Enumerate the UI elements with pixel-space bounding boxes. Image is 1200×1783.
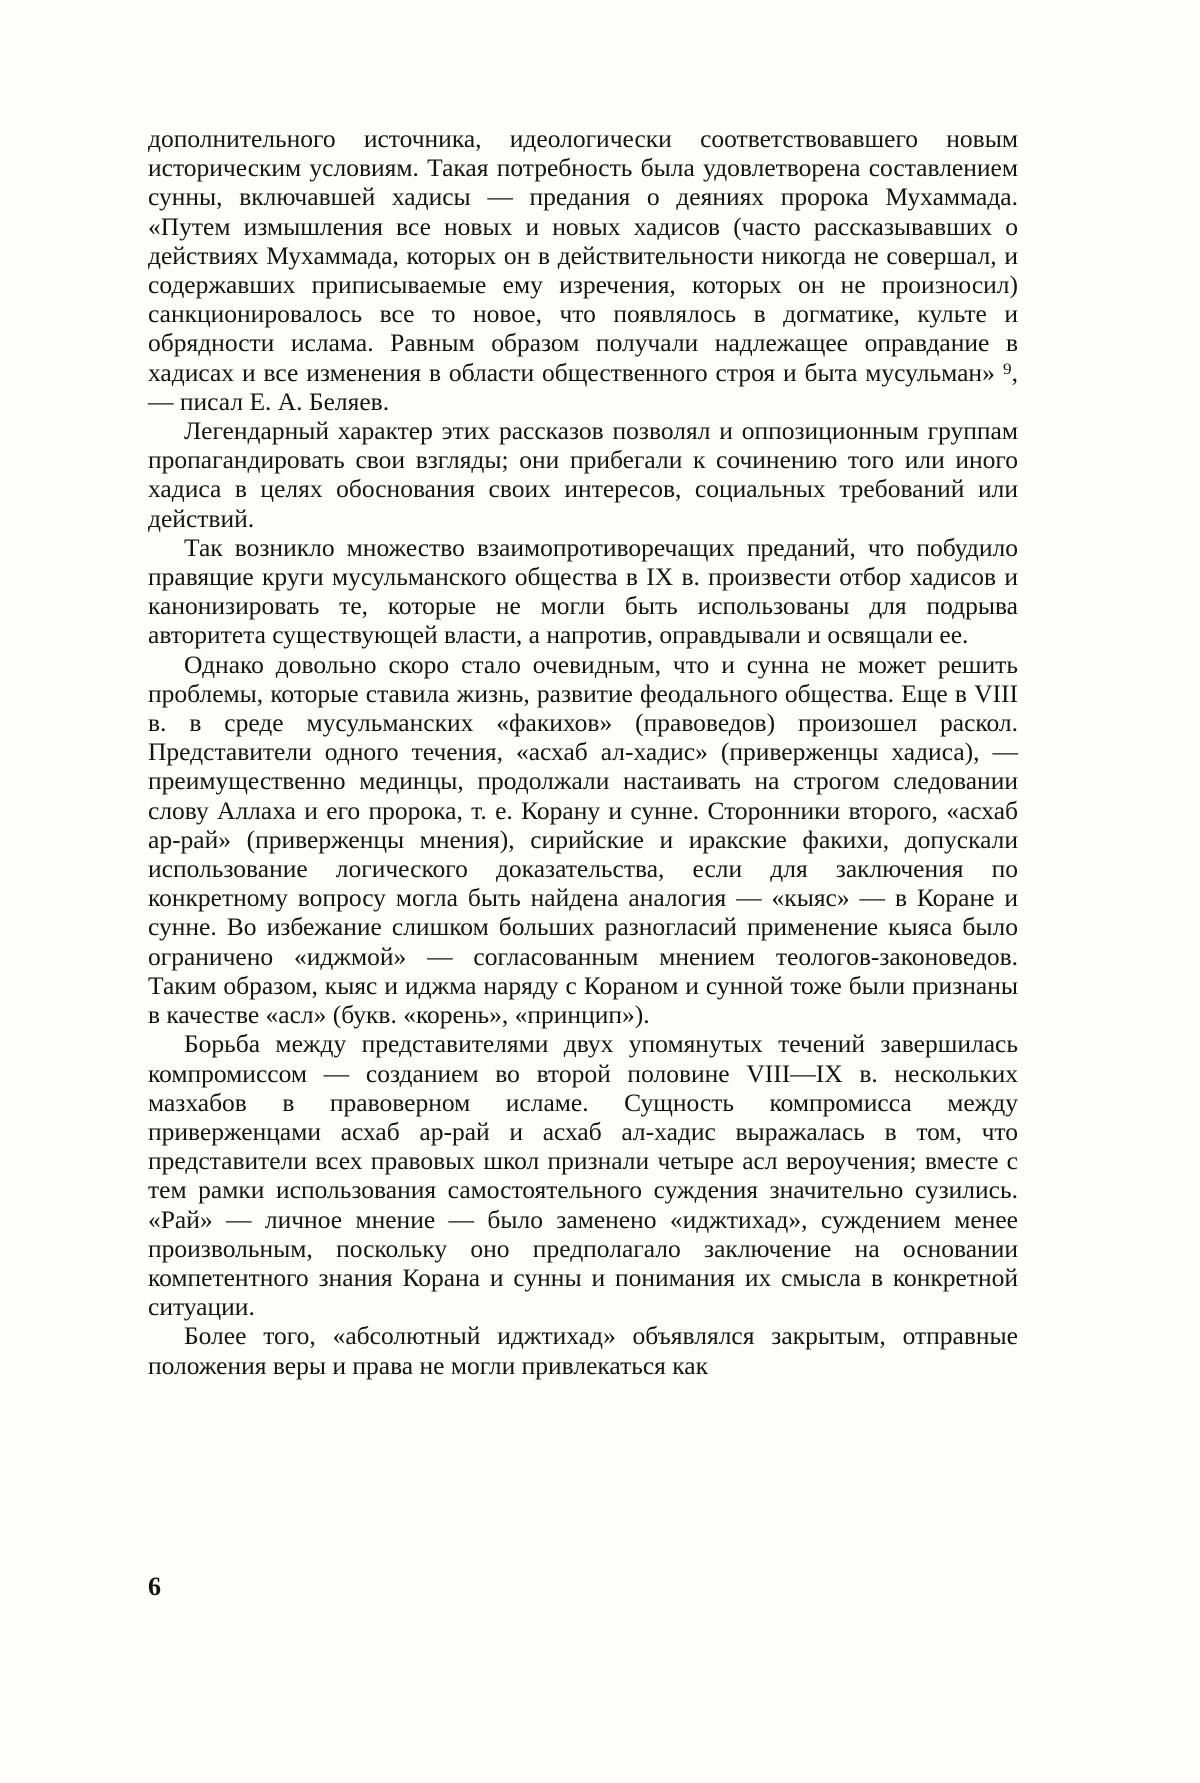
paragraph: Легендарный характер этих рассказов позволял и оппозиционным группам пропагандировать свои взгляды; они прибегали к сочинению того или иного хадиса в целях обоснования своих интересов, социальных требований или действий.	[148, 416, 1018, 533]
page-number: 6	[148, 1572, 161, 1601]
paragraph: Так возникло множество взаимопротиворечащих преданий, что побудило правящие круги мусульманского общества в IX в. произвести отбор хадисов и канонизировать те, которые не могли быть использованы для подрыва авторитета существующей власти, а напротив, оправдывали и освящали ее.	[148, 532, 1018, 650]
paragraph-continued: дополнительного источника, идеологически соответствовавшего новым историческим условиям. Такая потребность была удовлетворена составлением сунны, включавшей хадисы — предания о деяниях пророка Мухаммада. «Путем измышления все новых и новых хадисов (часто рассказывавших о действиях Мухаммада, которых он в действительности никогда не совершал, и содержавших приписываемые ему изречения, которых он не произносил) санкционировалось все то новое, что появлялось в догматике, культе и обрядности ислама. Равным образом получали надлежащее оправдание в хадисах и все изменения в области общественного строя и быта мусульман» ⁹,— писал Е. А. Беляев.	[148, 124, 1018, 416]
paragraph: Борьба между представителями двух упомянутых течений завершилась компромиссом — созданием во второй половине VIII—IX в. нескольких мазхабов в правоверном исламе. Сущность компромисса между приверженцами асхаб ар-рай и асхаб ал-хадис выражалась в том, что представители всех правовых школ признали четыре асл вероучения; вместе с тем рамки использования самостоятельного суждения значительно сузились. «Рай» — личное мнение — было заменено «иджтихад», суждением менее произвольным, поскольку оно предполагало заключение на основании компетентного знания Корана и сунны и понимания их смысла в конкретной ситуации.	[148, 1029, 1018, 1322]
body-text	[148, 124, 1018, 1380]
paragraph: Однако довольно скоро стало очевидным, что и сунна не может решить проблемы, которые ставила жизнь, развитие феодального общества. Еще в VIII в. в среде мусульманских «факихов» (правоведов) произошел раскол. Представители одного течения, «асхаб ал-хадис» (приверженцы хадиса), — преимущественно мединцы, продолжали настаивать на строгом следовании слову Аллаха и его пророка, т. е. Корану и сунне. Сторонники второго, «асхаб ар-рай» (приверженцы мнения), сирийские и иракские факихи, допускали использование логического доказательства, если для заключения по конкретному вопросу могла быть найдена аналогия — «кыяс» — в Коране и сунне. Во избежание слишком больших разногласий применение кыяса было ограничено «иджмой» — согласованным мнением теологов-законоведов. Таким образом, кыяс и иджма наряду с Кораном и сунной тоже были признаны в качестве «асл» (букв. «корень», «принцип»).	[148, 649, 1018, 1030]
paragraph: Более того, «абсолютный иджтихад» объявлялся закрытым, отправные положения веры и права не могли привлекаться как	[148, 1321, 1018, 1380]
